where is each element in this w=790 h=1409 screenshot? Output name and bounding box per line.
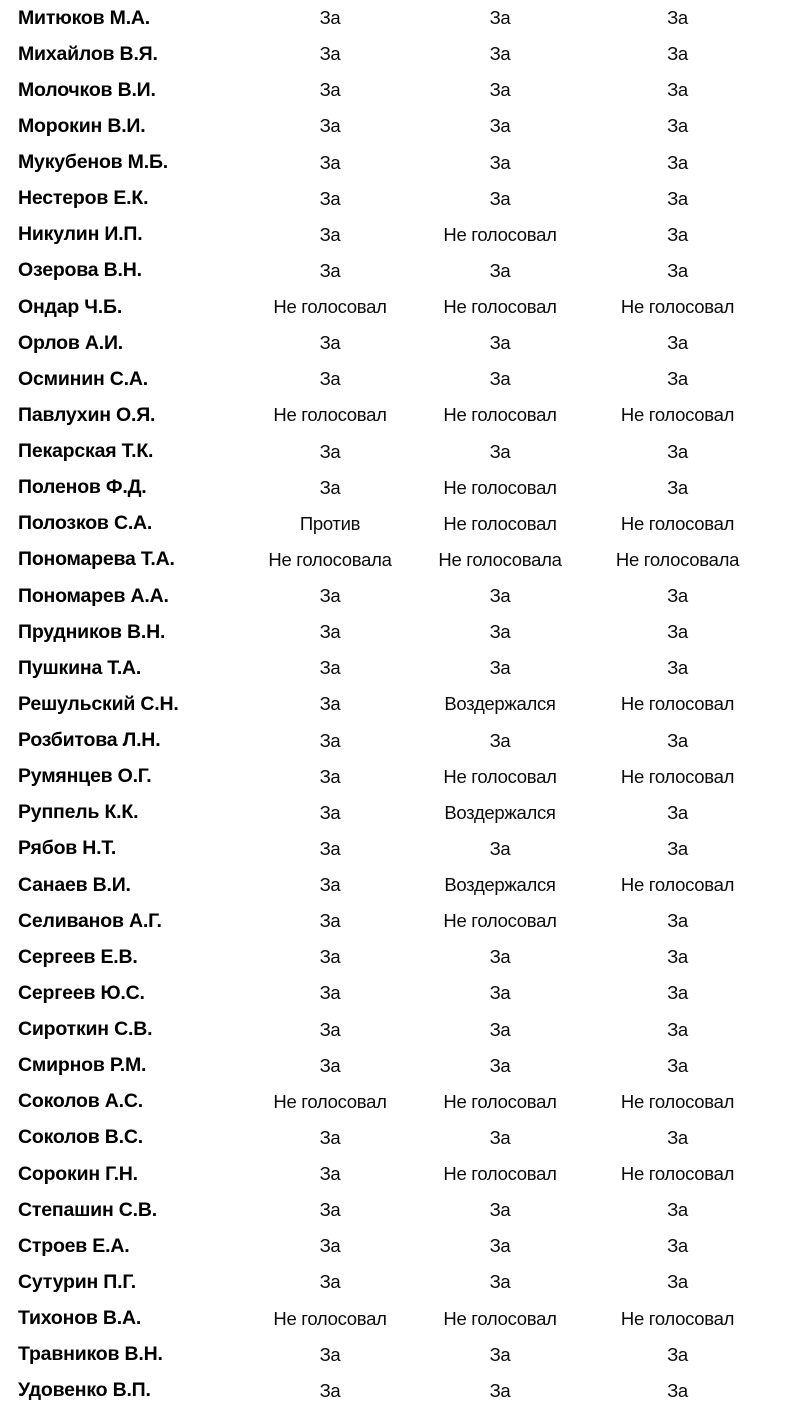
table-row bbox=[0, 72, 790, 108]
table-row bbox=[0, 1373, 790, 1409]
vote-cell-3: За bbox=[667, 1126, 688, 1148]
vote-cell-3: За bbox=[667, 585, 688, 607]
vote-cell-3: За bbox=[667, 621, 688, 643]
vote-cell-3: За bbox=[667, 1271, 688, 1293]
vote-cell-2: За bbox=[489, 332, 511, 354]
table-row bbox=[0, 506, 790, 542]
vote-cell-1: За bbox=[319, 1271, 341, 1293]
deputy-name: Орлов А.И. bbox=[18, 331, 123, 354]
vote-cell-2: Не голосовал bbox=[443, 910, 557, 932]
table-row bbox=[0, 397, 790, 433]
vote-cell-2: За bbox=[489, 440, 511, 462]
vote-cell-2: За bbox=[489, 621, 511, 643]
deputy-name: Степашин С.В. bbox=[18, 1198, 157, 1221]
table-row bbox=[0, 1048, 790, 1084]
deputy-name: Селиванов А.Г. bbox=[18, 909, 162, 932]
table-row bbox=[0, 181, 790, 217]
vote-cell-1: За bbox=[319, 729, 341, 751]
vote-cell-3: Не голосовал bbox=[620, 404, 735, 426]
vote-cell-3: Не голосовал bbox=[620, 765, 735, 787]
vote-cell-1: За bbox=[319, 1343, 341, 1365]
vote-cell-1: За bbox=[319, 1163, 341, 1185]
vote-cell-2: За bbox=[489, 43, 511, 65]
vote-cell-3: Не голосовал bbox=[620, 693, 735, 715]
vote-cell-1: За bbox=[319, 946, 341, 968]
vote-cell-1: За bbox=[319, 765, 341, 787]
deputy-name: Решульский С.Н. bbox=[18, 692, 179, 715]
vote-cell-1: За bbox=[319, 476, 341, 498]
vote-cell-1: Не голосовал bbox=[273, 296, 387, 318]
deputy-name: Молочков В.И. bbox=[18, 78, 156, 101]
vote-cell-3: За bbox=[667, 1054, 688, 1076]
table-row bbox=[0, 542, 790, 578]
vote-cell-1: За bbox=[319, 910, 341, 932]
table-row bbox=[0, 145, 790, 181]
table-row bbox=[0, 0, 790, 36]
table-row bbox=[0, 650, 790, 686]
table-row bbox=[0, 361, 790, 397]
vote-cell-1: Не голосовал bbox=[273, 1090, 387, 1112]
deputy-name: Прудников В.Н. bbox=[18, 620, 166, 643]
vote-cell-2: Воздержался bbox=[444, 693, 556, 715]
table-row bbox=[0, 723, 790, 759]
deputy-name: Пушкина Т.А. bbox=[18, 656, 142, 679]
deputy-name: Сергеев Е.В. bbox=[18, 945, 138, 968]
vote-cell-2: За bbox=[489, 187, 511, 209]
vote-cell-2: Не голосовал bbox=[443, 1090, 557, 1112]
vote-cell-2: Не голосовал bbox=[443, 765, 557, 787]
deputy-name: Сироткин С.В. bbox=[18, 1018, 153, 1041]
vote-cell-3: За bbox=[667, 657, 688, 679]
vote-cell-2: За bbox=[489, 368, 511, 390]
vote-cell-1: За bbox=[319, 79, 341, 101]
vote-cell-1: За bbox=[319, 332, 341, 354]
deputy-name: Рябов Н.Т. bbox=[18, 837, 117, 860]
vote-cell-1: За bbox=[319, 657, 341, 679]
vote-cell-1: За bbox=[319, 982, 341, 1004]
vote-cell-1: За bbox=[319, 621, 341, 643]
vote-cell-1: За bbox=[319, 7, 341, 29]
vote-cell-3: Не голосовал bbox=[620, 1307, 735, 1329]
deputy-name: Пономарева Т.А. bbox=[18, 548, 175, 571]
table-row bbox=[0, 1301, 790, 1337]
vote-cell-1: Против bbox=[299, 512, 361, 534]
vote-cell-2: Не голосовал bbox=[443, 476, 557, 498]
vote-cell-3: За bbox=[667, 259, 688, 281]
vote-cell-3: За bbox=[667, 43, 688, 65]
deputy-name: Нестеров Е.К. bbox=[18, 187, 149, 210]
vote-cell-2: За bbox=[489, 1054, 511, 1076]
vote-cell-1: За bbox=[319, 837, 341, 859]
table-row bbox=[0, 686, 790, 722]
vote-cell-3: За bbox=[667, 729, 688, 751]
deputy-name: Ондар Ч.Б. bbox=[18, 295, 123, 318]
deputy-name: Сергеев Ю.С. bbox=[18, 981, 145, 1004]
table-row bbox=[0, 434, 790, 470]
deputy-name: Мукубенов М.Б. bbox=[18, 151, 168, 174]
vote-cell-2: Не голосовала bbox=[438, 548, 562, 570]
vote-cell-2: За bbox=[489, 1126, 511, 1148]
vote-cell-1: Не голосовал bbox=[273, 1307, 387, 1329]
table-row bbox=[0, 1156, 790, 1192]
table-row bbox=[0, 903, 790, 939]
vote-cell-1: За bbox=[319, 259, 341, 281]
table-row bbox=[0, 36, 790, 72]
deputy-name: Румянцев О.Г. bbox=[18, 765, 152, 788]
vote-cell-2: За bbox=[489, 79, 511, 101]
deputy-name: Тихонов В.А. bbox=[18, 1307, 142, 1330]
vote-cell-3: Не голосовал bbox=[620, 1090, 735, 1112]
deputy-name: Пекарская Т.К. bbox=[18, 440, 154, 463]
table-row bbox=[0, 795, 790, 831]
vote-cell-1: За bbox=[319, 368, 341, 390]
table-row bbox=[0, 253, 790, 289]
table-row bbox=[0, 289, 790, 325]
vote-cell-2: Воздержался bbox=[444, 801, 556, 823]
deputy-name: Осминин С.А. bbox=[18, 367, 148, 390]
deputy-name: Пономарев А.А. bbox=[18, 584, 169, 607]
vote-cell-2: За bbox=[489, 837, 511, 859]
vote-cell-3: Не голосовал bbox=[620, 296, 735, 318]
deputy-name: Михайлов В.Я. bbox=[18, 42, 158, 65]
vote-cell-2: За bbox=[489, 259, 511, 281]
table-row bbox=[0, 1228, 790, 1264]
vote-cell-2: За bbox=[489, 946, 511, 968]
table-row bbox=[0, 325, 790, 361]
vote-cell-2: Не голосовал bbox=[443, 296, 557, 318]
deputy-name: Соколов В.С. bbox=[18, 1126, 143, 1149]
vote-cell-3: За bbox=[667, 982, 688, 1004]
vote-cell-3: За bbox=[667, 801, 688, 823]
vote-cell-2: Не голосовал bbox=[443, 1307, 557, 1329]
vote-cell-1: За bbox=[319, 1379, 341, 1401]
vote-cell-3: За bbox=[667, 476, 688, 498]
vote-cell-2: Не голосовал bbox=[443, 223, 557, 245]
table-row bbox=[0, 759, 790, 795]
vote-cell-3: За bbox=[667, 440, 688, 462]
vote-cell-3: За bbox=[667, 79, 688, 101]
vote-cell-3: Не голосовал bbox=[620, 874, 735, 896]
vote-cell-3: За bbox=[667, 1343, 688, 1365]
vote-cell-2: Не голосовал bbox=[443, 404, 557, 426]
table-row bbox=[0, 939, 790, 975]
table-row bbox=[0, 470, 790, 506]
vote-cell-3: За bbox=[667, 332, 688, 354]
vote-cell-1: За bbox=[319, 223, 341, 245]
vote-cell-1: За bbox=[319, 1235, 341, 1257]
vote-cell-2: За bbox=[489, 1235, 511, 1257]
vote-cell-3: За bbox=[667, 151, 688, 173]
vote-cell-2: За bbox=[489, 7, 511, 29]
vote-cell-2: Воздержался bbox=[444, 874, 556, 896]
vote-cell-1: За bbox=[319, 1018, 341, 1040]
vote-cell-3: За bbox=[667, 1379, 688, 1401]
table-row bbox=[0, 1012, 790, 1048]
table-row bbox=[0, 975, 790, 1011]
vote-cell-1: За bbox=[319, 43, 341, 65]
deputy-name: Митюков М.А. bbox=[18, 6, 151, 29]
vote-cell-3: За bbox=[667, 368, 688, 390]
vote-cell-2: За bbox=[489, 1379, 511, 1401]
deputy-name: Сорокин Г.Н. bbox=[18, 1162, 138, 1185]
vote-cell-2: За bbox=[489, 115, 511, 137]
vote-cell-2: За bbox=[489, 657, 511, 679]
deputy-name: Поленов Ф.Д. bbox=[18, 476, 147, 499]
vote-cell-1: За bbox=[319, 1054, 341, 1076]
deputy-name: Никулин И.П. bbox=[18, 223, 143, 246]
vote-cell-3: Не голосовал bbox=[620, 1163, 735, 1185]
vote-cell-2: За bbox=[489, 1271, 511, 1293]
vote-cell-1: За bbox=[319, 151, 341, 173]
vote-cell-1: За bbox=[319, 440, 341, 462]
vote-cell-2: За bbox=[489, 585, 511, 607]
vote-cell-1: За bbox=[319, 187, 341, 209]
vote-cell-3: За bbox=[667, 1018, 688, 1040]
deputy-name: Павлухин О.Я. bbox=[18, 403, 156, 426]
vote-cell-2: За bbox=[489, 729, 511, 751]
vote-cell-2: За bbox=[489, 1343, 511, 1365]
table-row bbox=[0, 1084, 790, 1120]
deputy-name: Санаев В.И. bbox=[18, 873, 131, 896]
vote-cell-2: За bbox=[489, 982, 511, 1004]
vote-cell-1: За bbox=[319, 874, 341, 896]
deputy-name: Полозков С.А. bbox=[18, 512, 153, 535]
deputy-name: Озерова В.Н. bbox=[18, 259, 142, 282]
deputy-name: Удовенко В.П. bbox=[18, 1379, 151, 1402]
vote-cell-2: За bbox=[489, 1199, 511, 1221]
table-row bbox=[0, 1192, 790, 1228]
vote-cell-1: За bbox=[319, 1126, 341, 1148]
vote-cell-1: За bbox=[319, 693, 341, 715]
vote-cell-3: За bbox=[667, 1199, 688, 1221]
deputy-name: Травников В.Н. bbox=[18, 1343, 163, 1366]
vote-cell-1: За bbox=[319, 115, 341, 137]
vote-cell-3: За bbox=[667, 223, 688, 245]
vote-cell-3: За bbox=[667, 187, 688, 209]
vote-cell-2: Не голосовал bbox=[443, 512, 557, 534]
vote-cell-3: Не голосовала bbox=[615, 548, 740, 570]
table-row bbox=[0, 831, 790, 867]
vote-cell-3: За bbox=[667, 1235, 688, 1257]
table-row bbox=[0, 867, 790, 903]
deputy-name: Соколов А.С. bbox=[18, 1090, 143, 1113]
vote-cell-3: Не голосовал bbox=[620, 512, 735, 534]
vote-cell-1: За bbox=[319, 1199, 341, 1221]
vote-cell-2: За bbox=[489, 151, 511, 173]
vote-cell-2: За bbox=[489, 1018, 511, 1040]
vote-cell-3: За bbox=[667, 946, 688, 968]
deputy-name: Строев Е.А. bbox=[18, 1234, 130, 1257]
table-row bbox=[0, 1120, 790, 1156]
table-row bbox=[0, 217, 790, 253]
table-row bbox=[0, 578, 790, 614]
vote-cell-1: Не голосовал bbox=[273, 404, 387, 426]
vote-cell-1: Не голосовала bbox=[268, 548, 392, 570]
table-row bbox=[0, 108, 790, 144]
table-row bbox=[0, 1337, 790, 1373]
deputy-name: Сутурин П.Г. bbox=[18, 1270, 136, 1293]
vote-cell-3: За bbox=[667, 910, 688, 932]
table-row bbox=[0, 1264, 790, 1300]
vote-cell-1: За bbox=[319, 585, 341, 607]
deputy-name: Розбитова Л.Н. bbox=[18, 729, 161, 752]
deputy-name: Руппель К.К. bbox=[18, 801, 139, 824]
deputy-name: Морокин В.И. bbox=[18, 114, 146, 137]
vote-cell-2: Не голосовал bbox=[443, 1163, 557, 1185]
vote-cell-1: За bbox=[319, 801, 341, 823]
deputy-name: Смирнов Р.М. bbox=[18, 1054, 147, 1077]
table-row bbox=[0, 614, 790, 650]
vote-cell-3: За bbox=[667, 837, 688, 859]
vote-cell-3: За bbox=[667, 115, 688, 137]
vote-cell-3: За bbox=[667, 7, 688, 29]
